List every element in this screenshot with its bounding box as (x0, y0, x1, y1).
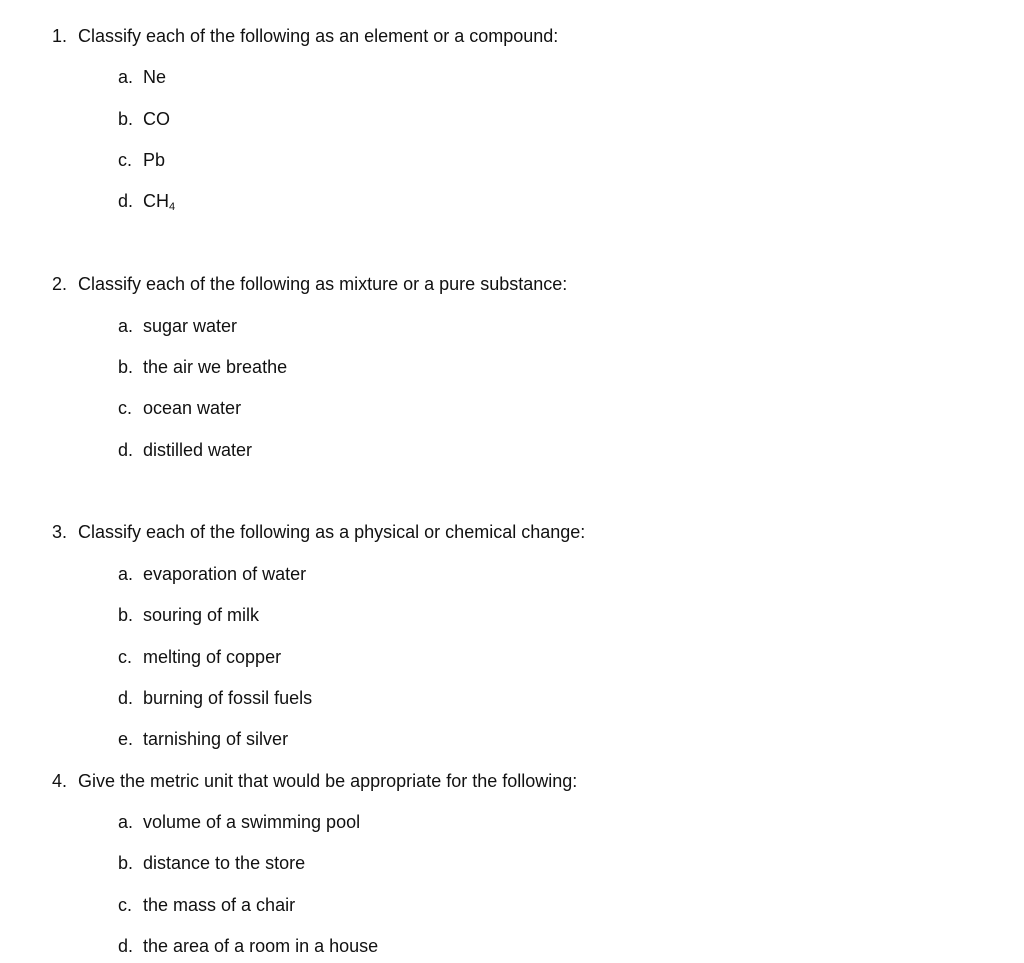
item-letter: a. (118, 316, 134, 336)
item-text: sugar water (143, 316, 238, 336)
question-number: 4. (52, 771, 68, 791)
question-prompt: Give the metric unit that would be appropriate for the following: (78, 771, 578, 791)
item-text: tarnishing of silver (143, 729, 289, 749)
item-text: CH (143, 191, 169, 211)
question-4 (52, 770, 577, 792)
question-4-item-b (118, 852, 305, 874)
item-letter: a. (118, 67, 134, 87)
question-4-item-d (118, 935, 378, 957)
item-letter: b. (118, 605, 134, 625)
item-text: ocean water (143, 398, 242, 418)
item-text: Ne (143, 67, 167, 87)
item-text: distance to the store (143, 853, 306, 873)
question-4-item-c (118, 894, 295, 916)
question-3 (52, 521, 585, 543)
question-prompt: Classify each of the following as a physical or chemical change: (78, 522, 586, 542)
item-letter: b. (118, 109, 134, 129)
item-text: the area of a room in a house (143, 936, 379, 956)
question-3-item-a (118, 563, 306, 585)
question-1-item-a (118, 66, 166, 88)
question-4-item-a (118, 811, 360, 833)
item-letter: c. (118, 398, 133, 418)
question-prompt: Classify each of the following as an element or a compound: (78, 26, 559, 46)
item-letter: b. (118, 853, 134, 873)
item-text: the air we breathe (143, 357, 288, 377)
item-subscript: 4 (169, 201, 176, 213)
item-letter: c. (118, 150, 133, 170)
question-number: 2. (52, 274, 68, 294)
question-3-item-e (118, 728, 288, 750)
question-3-item-c (118, 646, 281, 668)
item-text: souring of milk (143, 605, 260, 625)
item-letter: d. (118, 936, 134, 956)
item-letter: a. (118, 812, 134, 832)
item-letter: d. (118, 191, 134, 211)
item-letter: d. (118, 688, 134, 708)
item-text: burning of fossil fuels (143, 688, 313, 708)
question-1 (52, 25, 558, 47)
question-2-item-d (118, 439, 252, 461)
question-1-item-c (118, 149, 165, 171)
item-letter: b. (118, 357, 134, 377)
item-text: distilled water (143, 440, 253, 460)
question-2-item-b (118, 356, 287, 378)
item-text: Pb (143, 150, 166, 170)
item-text: melting of copper (143, 647, 282, 667)
question-3-item-d (118, 687, 312, 709)
item-text: the mass of a chair (143, 895, 296, 915)
item-letter: c. (118, 647, 133, 667)
question-3-item-b (118, 604, 259, 626)
item-text: volume of a swimming pool (143, 812, 361, 832)
item-text: evaporation of water (143, 564, 307, 584)
question-number: 3. (52, 522, 68, 542)
item-letter: e. (118, 729, 134, 749)
item-text: CO (143, 109, 170, 129)
question-prompt: Classify each of the following as mixture or a pure substance: (78, 274, 568, 294)
question-1-item-b (118, 108, 170, 130)
question-2 (52, 273, 567, 295)
item-letter: c. (118, 895, 133, 915)
question-2-item-c (118, 397, 241, 419)
item-letter: a. (118, 564, 134, 584)
question-2-item-a (118, 315, 237, 337)
question-number: 1. (52, 26, 68, 46)
item-letter: d. (118, 440, 134, 460)
question-1-item-d (118, 190, 175, 212)
